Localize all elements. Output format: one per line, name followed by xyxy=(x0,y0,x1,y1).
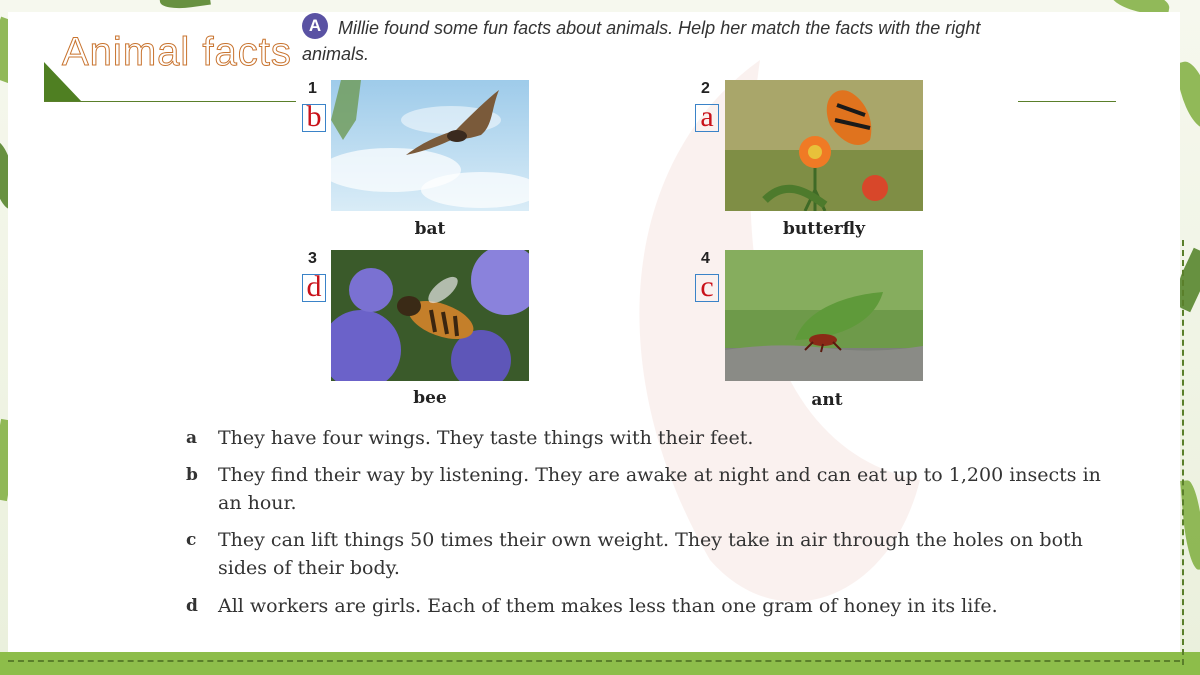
title-underline xyxy=(44,101,296,102)
animal-caption: bat xyxy=(414,219,446,239)
answer-box[interactable]: d xyxy=(302,274,326,302)
fact-letter: c xyxy=(186,530,197,550)
butterfly-photo xyxy=(725,80,923,211)
fact-text: They find their way by listening. They are awake at night and can eat up to 1,200 insects in an hour. xyxy=(218,464,1101,514)
fact-item xyxy=(186,461,1106,517)
animal-caption: ant xyxy=(811,390,843,410)
fact-letter: d xyxy=(186,596,198,616)
exercise-instruction: Millie found some fun facts about animals. Help her match the facts with the right animals. xyxy=(302,18,981,64)
answer-box[interactable]: b xyxy=(302,104,326,132)
answer-box[interactable]: c xyxy=(695,274,719,302)
bee-photo xyxy=(331,250,529,381)
animal-number: 3 xyxy=(308,250,317,267)
fact-letter: b xyxy=(186,465,198,485)
answer-box[interactable]: a xyxy=(695,104,719,132)
bat-photo xyxy=(331,80,529,211)
animal-caption: bee xyxy=(413,388,447,408)
fact-text: All workers are girls. Each of them makes less than one gram of honey in its life. xyxy=(218,595,998,617)
title-corner-accent xyxy=(44,62,82,102)
animal-number: 1 xyxy=(308,80,317,97)
decorative-line xyxy=(1018,101,1116,102)
fact-text: They can lift things 50 times their own weight. They take in air through the holes on both sides of their body. xyxy=(218,529,1083,579)
dashed-border xyxy=(1182,240,1184,665)
fact-item xyxy=(186,424,1106,452)
fact-item xyxy=(186,592,1106,620)
fact-item xyxy=(186,526,1106,582)
exercise-badge: A xyxy=(302,13,328,39)
animal-number: 4 xyxy=(701,250,710,267)
bottom-border xyxy=(0,652,1200,675)
slide-title: Animal facts xyxy=(62,30,292,74)
fact-letter: a xyxy=(186,428,198,448)
fact-text: They have four wings. They taste things with their feet. xyxy=(218,427,754,449)
ant-photo xyxy=(725,250,923,381)
animal-caption: butterfly xyxy=(783,219,865,239)
animal-number: 2 xyxy=(701,80,710,97)
